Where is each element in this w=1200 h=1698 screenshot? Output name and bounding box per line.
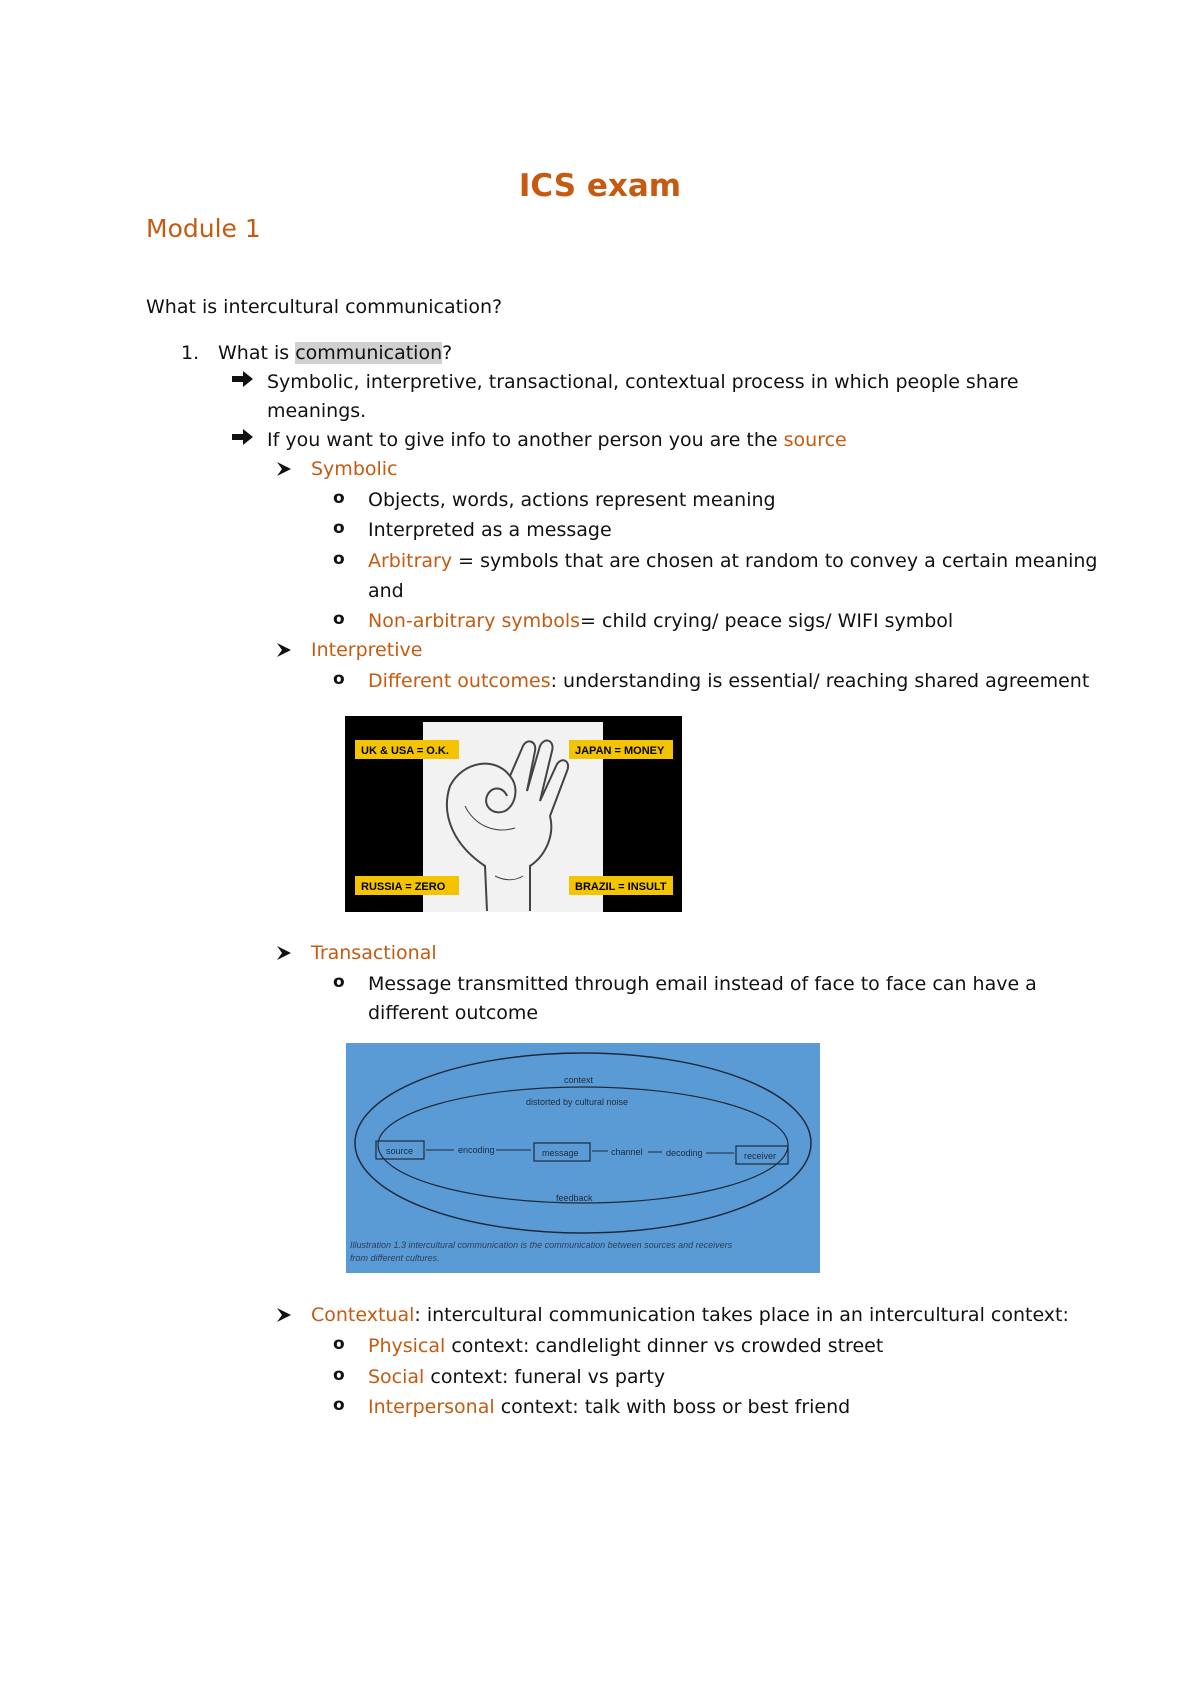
feedback-label: feedback xyxy=(556,1193,593,1203)
ok-gesture-figure xyxy=(345,716,682,912)
interpersonal-desc: context: talk with boss or best friend xyxy=(494,1396,851,1418)
channel-label: channel xyxy=(611,1147,643,1157)
arrow-line-1a: Symbolic, interpretive, transactional, contextual process in which people share xyxy=(267,371,1019,393)
contextual-heading: Contextual xyxy=(311,1304,415,1326)
interpersonal-term: Interpersonal xyxy=(368,1396,495,1418)
encoding-label: encoding xyxy=(458,1145,495,1155)
contextual-bullet-1 xyxy=(368,1333,883,1359)
symbolic-bullet-4 xyxy=(368,608,953,634)
source-box-label: source xyxy=(386,1146,414,1156)
figure-caption-line-1: Illustration 1.3 intercultural communication is the communication between sources and receivers xyxy=(350,1240,733,1250)
receiver-box-label: receiver xyxy=(744,1151,777,1161)
different-outcomes-desc: : understanding is essential/ reaching shared agreement xyxy=(550,670,1090,692)
context-label: context xyxy=(564,1075,594,1085)
page-title: ICS exam xyxy=(518,168,682,204)
contextual-desc: : intercultural communication takes place in an intercultural context: xyxy=(414,1304,1069,1326)
circle-bullet-icon: o xyxy=(333,669,345,689)
transactional-bullet-1b: different outcome xyxy=(368,1002,539,1024)
circle-bullet-icon: o xyxy=(333,488,345,508)
circle-bullet-icon: o xyxy=(333,609,345,629)
arbitrary-desc: = symbols that are chosen at random to convey a certain meaning xyxy=(452,550,1098,572)
non-arbitrary-desc: = child crying/ peace sigs/ WIFI symbol xyxy=(580,610,954,632)
non-arbitrary-term: Non-arbitrary symbols xyxy=(368,610,581,632)
chevron-bullet-icon xyxy=(276,945,292,961)
physical-term: Physical xyxy=(368,1335,446,1357)
circle-bullet-icon: o xyxy=(333,1365,345,1385)
transactional-bullet-1a: Message transmitted through email instead of face to face can have a xyxy=(368,973,1037,995)
gesture-label-japan: JAPAN = MONEY xyxy=(575,745,665,757)
interpretive-bullet-1 xyxy=(368,668,1089,694)
highlighted-word: communication xyxy=(295,342,443,364)
social-term: Social xyxy=(368,1366,425,1388)
circle-bullet-icon: o xyxy=(333,518,345,538)
symbolic-bullet-3-cont: and xyxy=(368,580,404,602)
chevron-bullet-icon xyxy=(276,642,292,658)
item-text-post: ? xyxy=(442,342,453,364)
item-text-pre: What is xyxy=(218,342,296,364)
symbolic-bullet-1: Objects, words, actions represent meaning xyxy=(368,489,776,511)
contextual-bullet-2 xyxy=(368,1364,665,1390)
contextual-line xyxy=(311,1302,1069,1328)
arrow-line-2-text: If you want to give info to another person you are the xyxy=(267,429,784,451)
symbolic-bullet-2: Interpreted as a message xyxy=(368,519,612,541)
contextual-bullet-3 xyxy=(368,1394,850,1420)
item-number: 1. xyxy=(181,342,200,364)
transactional-heading: Transactional xyxy=(311,942,437,964)
arrow-bullet-icon xyxy=(232,370,254,388)
circle-bullet-icon: o xyxy=(333,972,345,992)
arrow-bullet-icon xyxy=(232,428,254,446)
question-line: What is intercultural communication? xyxy=(146,296,503,318)
gesture-label-russia: RUSSIA = ZERO xyxy=(361,881,446,893)
social-desc: context: funeral vs party xyxy=(424,1366,666,1388)
different-outcomes-term: Different outcomes xyxy=(368,670,551,692)
physical-desc: context: candlelight dinner vs crowded street xyxy=(445,1335,884,1357)
decoding-label: decoding xyxy=(666,1148,703,1158)
arrow-line-1b: meanings. xyxy=(267,400,367,422)
gesture-label-brazil: BRAZIL = INSULT xyxy=(575,881,667,893)
module-heading: Module 1 xyxy=(146,214,261,243)
communication-model-figure xyxy=(346,1043,820,1273)
circle-bullet-icon: o xyxy=(333,549,345,569)
circle-bullet-icon: o xyxy=(333,1334,345,1354)
chevron-bullet-icon xyxy=(276,1307,292,1323)
symbolic-bullet-3 xyxy=(368,548,1098,574)
message-box-label: message xyxy=(542,1148,579,1158)
source-term: source xyxy=(783,429,847,451)
interpretive-heading: Interpretive xyxy=(311,639,423,661)
item-text xyxy=(218,340,452,366)
gesture-label-uk-usa: UK & USA = O.K. xyxy=(361,745,449,757)
noise-label: distorted by cultural noise xyxy=(526,1097,629,1107)
circle-bullet-icon: o xyxy=(333,1395,345,1415)
arbitrary-term: Arbitrary xyxy=(368,550,453,572)
figure-caption-line-2: from different cultures. xyxy=(350,1253,440,1263)
symbolic-heading: Symbolic xyxy=(311,458,398,480)
arrow-line-2 xyxy=(267,427,847,453)
chevron-bullet-icon xyxy=(276,461,292,477)
